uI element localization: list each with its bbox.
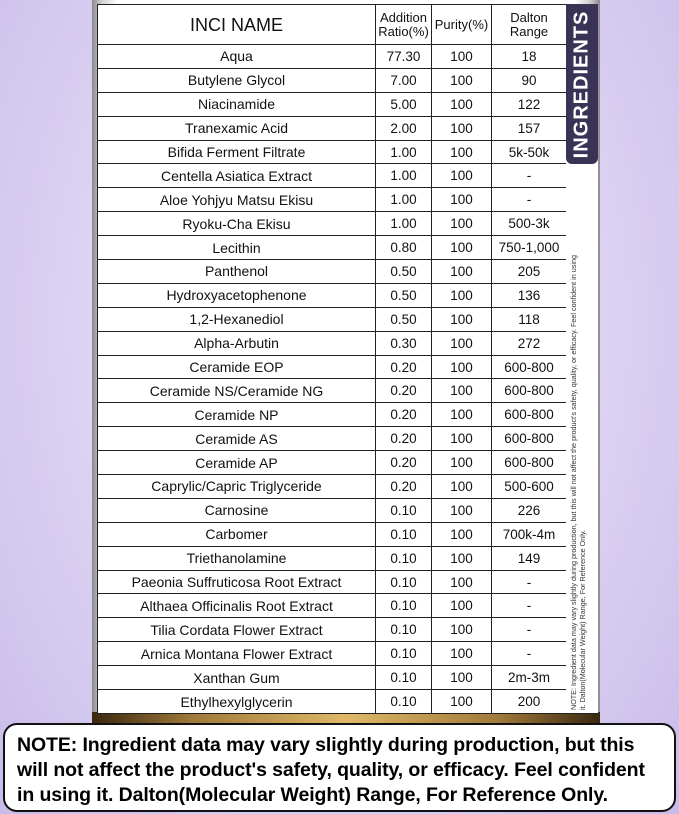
cell-dalton-range: - [492,164,567,188]
table-row [98,331,567,355]
cell-addition-ratio: 0.50 [376,283,432,307]
table-row [98,188,567,212]
cell-dalton-range: 18 [492,45,567,69]
cell-dalton-range: 118 [492,307,567,331]
cell-dalton-range: 700k-4m [492,522,567,546]
cell-inci-name: Butylene Glycol [98,68,376,92]
cell-inci-name: Aqua [98,45,376,69]
cell-inci-name: Aloe Yohjyu Matsu Ekisu [98,188,376,212]
cell-dalton-range: 205 [492,260,567,284]
cell-purity: 100 [432,236,492,260]
table-row [98,379,567,403]
table-row [98,475,567,499]
cell-purity: 100 [432,260,492,284]
cell-addition-ratio: 5.00 [376,92,432,116]
table-row [98,618,567,642]
cell-purity: 100 [432,451,492,475]
cell-inci-name: 1,2-Hexanediol [98,307,376,331]
cell-inci-name: Bifida Ferment Filtrate [98,140,376,164]
cell-addition-ratio: 0.10 [376,642,432,666]
cell-dalton-range: 600-800 [492,403,567,427]
table-row [98,403,567,427]
cell-inci-name: Panthenol [98,260,376,284]
cell-inci-name: Paeonia Suffruticosa Root Extract [98,570,376,594]
table-row [98,594,567,618]
cell-purity: 100 [432,642,492,666]
table-row [98,546,567,570]
cell-purity: 100 [432,498,492,522]
cell-inci-name: Ceramide NP [98,403,376,427]
cell-purity: 100 [432,403,492,427]
cell-purity: 100 [432,68,492,92]
cell-dalton-range: 226 [492,498,567,522]
cell-purity: 100 [432,283,492,307]
cell-inci-name: Ceramide AP [98,451,376,475]
table-row [98,498,567,522]
cell-addition-ratio: 0.10 [376,570,432,594]
cell-inci-name: Carnosine [98,498,376,522]
cell-inci-name: Caprylic/Capric Triglyceride [98,475,376,499]
cell-dalton-range: - [492,618,567,642]
cell-addition-ratio: 0.10 [376,546,432,570]
cell-dalton-range: 122 [492,92,567,116]
table-row [98,522,567,546]
cell-addition-ratio: 1.00 [376,164,432,188]
cell-inci-name: Centella Asiatica Extract [98,164,376,188]
table-row [98,355,567,379]
cell-purity: 100 [432,570,492,594]
table-row [98,307,567,331]
table-row [98,260,567,284]
table-row [98,570,567,594]
cell-dalton-range: - [492,594,567,618]
cell-dalton-range: 600-800 [492,427,567,451]
cell-dalton-range: 90 [492,68,567,92]
cell-dalton-range: 500-600 [492,475,567,499]
table-row [98,68,567,92]
cell-purity: 100 [432,475,492,499]
cell-purity: 100 [432,307,492,331]
cell-dalton-range: 5k-50k [492,140,567,164]
cell-addition-ratio: 1.00 [376,212,432,236]
ingredient-table-container [97,4,566,714]
header-dalton-range: Dalton Range [492,5,567,45]
cell-addition-ratio: 0.20 [376,379,432,403]
cell-dalton-range: - [492,188,567,212]
cell-purity: 100 [432,666,492,690]
cell-inci-name: Triethanolamine [98,546,376,570]
cell-purity: 100 [432,331,492,355]
cell-purity: 100 [432,522,492,546]
cell-dalton-range: 272 [492,331,567,355]
table-row [98,283,567,307]
cell-purity: 100 [432,546,492,570]
cell-purity: 100 [432,427,492,451]
cell-addition-ratio: 0.10 [376,618,432,642]
cell-addition-ratio: 0.10 [376,690,432,714]
cell-dalton-range: 136 [492,283,567,307]
cell-inci-name: Tilia Cordata Flower Extract [98,618,376,642]
cell-inci-name: Xanthan Gum [98,666,376,690]
cell-addition-ratio: 2.00 [376,116,432,140]
cell-purity: 100 [432,379,492,403]
cell-dalton-range: 500-3k [492,212,567,236]
ingredients-tab-label: INGREDIENTS [570,10,593,158]
cell-dalton-range: 600-800 [492,355,567,379]
cell-addition-ratio: 0.50 [376,260,432,284]
cell-purity: 100 [432,92,492,116]
cell-inci-name: Ceramide EOP [98,355,376,379]
cell-addition-ratio: 0.20 [376,355,432,379]
header-addition-ratio: Addition Ratio(%) [376,5,432,45]
table-row [98,427,567,451]
cell-addition-ratio: 0.30 [376,331,432,355]
cell-dalton-range: 2m-3m [492,666,567,690]
cell-inci-name: Ceramide NS/Ceramide NG [98,379,376,403]
cell-dalton-range: 600-800 [492,451,567,475]
ingredient-table [97,4,567,714]
cell-purity: 100 [432,188,492,212]
cell-addition-ratio: 0.10 [376,666,432,690]
cell-inci-name: Alpha-Arbutin [98,331,376,355]
cell-addition-ratio: 1.00 [376,188,432,212]
table-body [98,45,567,714]
ingredients-tab [566,4,598,164]
table-row [98,92,567,116]
header-inci-name: INCI NAME [98,5,376,45]
cell-addition-ratio: 0.10 [376,594,432,618]
cell-purity: 100 [432,594,492,618]
cell-dalton-range: 600-800 [492,379,567,403]
note-box [3,723,676,812]
cell-addition-ratio: 7.00 [376,68,432,92]
cell-purity: 100 [432,355,492,379]
cell-dalton-range: 149 [492,546,567,570]
cell-inci-name: Niacinamide [98,92,376,116]
side-note: NOTE: Ingredient data may vary slightly during production, but this will not affect the product's safety, quality, or efficacy. Feel confident in using it. Dalton(Molecular Weight) Range, For Reference Only. [569,255,587,710]
cell-addition-ratio: 0.20 [376,427,432,451]
cell-addition-ratio: 0.20 [376,451,432,475]
table-header-row [98,5,567,45]
cell-inci-name: Ryoku-Cha Ekisu [98,212,376,236]
cell-purity: 100 [432,618,492,642]
cell-purity: 100 [432,212,492,236]
cell-dalton-range: 750-1,000 [492,236,567,260]
table-row [98,642,567,666]
cell-purity: 100 [432,45,492,69]
cell-inci-name: Ethylhexylglycerin [98,690,376,714]
note-text: NOTE: Ingredient data may vary slightly during production, but this will not affect the product's safety, quality, or efficacy. Feel confident in using it. Dalton(Molecular Weight) Range, For Reference Only. [17,734,645,806]
table-row [98,451,567,475]
cell-dalton-range: 200 [492,690,567,714]
cell-purity: 100 [432,140,492,164]
table-row [98,116,567,140]
header-purity: Purity(%) [432,5,492,45]
cell-purity: 100 [432,116,492,140]
cell-inci-name: Carbomer [98,522,376,546]
cell-inci-name: Ceramide AS [98,427,376,451]
table-row [98,666,567,690]
cell-addition-ratio: 0.10 [376,522,432,546]
cell-inci-name: Lecithin [98,236,376,260]
cell-dalton-range: - [492,642,567,666]
table-row [98,236,567,260]
cell-addition-ratio: 1.00 [376,140,432,164]
cell-inci-name: Tranexamic Acid [98,116,376,140]
table-row [98,45,567,69]
cell-addition-ratio: 0.80 [376,236,432,260]
cell-dalton-range: 157 [492,116,567,140]
cell-dalton-range: - [492,570,567,594]
cell-inci-name: Althaea Officinalis Root Extract [98,594,376,618]
cell-addition-ratio: 0.20 [376,475,432,499]
cell-addition-ratio: 0.50 [376,307,432,331]
table-row [98,164,567,188]
table-row [98,140,567,164]
cell-inci-name: Arnica Montana Flower Extract [98,642,376,666]
cell-addition-ratio: 77.30 [376,45,432,69]
cell-addition-ratio: 0.10 [376,498,432,522]
cell-purity: 100 [432,164,492,188]
table-row [98,690,567,714]
table-row [98,212,567,236]
cell-addition-ratio: 0.20 [376,403,432,427]
cell-inci-name: Hydroxyacetophenone [98,283,376,307]
cell-purity: 100 [432,690,492,714]
